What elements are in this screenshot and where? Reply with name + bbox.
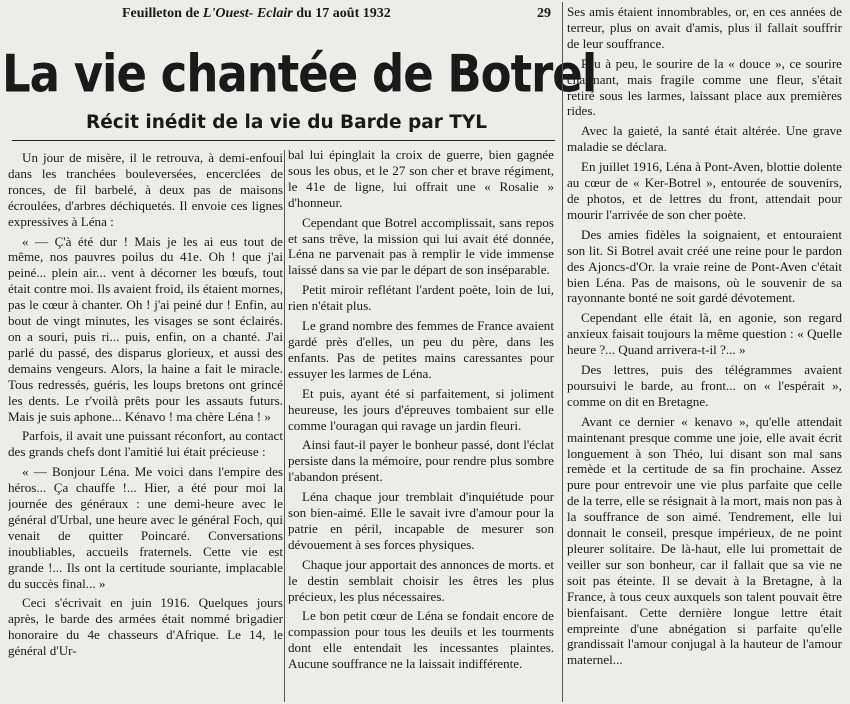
paragraph: Chaque jour apportait des annonces de morts. et le destin semblait choisir les êtres les plus précieux, les plus nécessaires. <box>288 556 554 604</box>
paragraph: Avec la gaieté, la santé était altérée. Une grave maladie se déclara. <box>567 123 842 155</box>
paragraph: Ses amis étaient innombrables, or, en ces années de terreur, plus on avait d'amis, plus il fallait souffrir de leur souffrance. <box>567 4 842 51</box>
paragraph: Un jour de misère, il le retrouva, à demi-enfoui dans les tranchées bouleversées, encerclées de ronces, de fil barbelé, à deux pas de maisons écroulées, d'arbres déchiquetés. Il envoie ces lignes expressives à Léna : <box>8 150 283 229</box>
paragraph: Peu à peu, le sourire de la « douce », ce sourire charmant, mais fragile comme une fleur, s'était retiré sous les larmes, laissant place aux premières rides. <box>567 55 842 119</box>
paragraph: Ceci s'écrivait en juin 1916. Quelques jours après, le barde des armées était nommé brigadier honoraire du 4e chasseurs d'Afrique. Le 14, le général d'Ur- <box>8 595 283 659</box>
title-divider <box>12 140 555 141</box>
article-title: La vie chantée de Botrel <box>2 43 597 105</box>
text-column-2 <box>288 147 554 699</box>
column-rule <box>284 150 285 702</box>
paragraph: Ainsi faut-il payer le bonheur passé, dont l'éclat persiste dans la mémoire, pour rendre plus sombre l'abandon présent. <box>288 437 554 485</box>
header-line <box>122 6 391 22</box>
paragraph: Cependant que Botrel accomplissait, sans repos et sans trêve, la mission qui lui avait été donnée, Léna ne parvenait pas à remplir le vide immense laissé dans sa vie par le départ de son inséparable. <box>288 214 554 278</box>
paragraph: Cependant elle était là, en agonie, son regard anxieux faisait toujours la même question : « Quelle heure ?... Quand arrivera-t-il ?... » <box>567 310 842 358</box>
header-date: du 17 août 1932 <box>296 6 391 21</box>
header-feuilleton: Feuilleton de <box>122 6 200 21</box>
paragraph: Parfois, il avait une puissant réconfort, au contact des grands chefs dont l'amitié lui était précieuse : <box>8 428 283 460</box>
article-subtitle: Récit inédit de la vie du Barde par TYL <box>86 112 488 133</box>
paragraph: Avant ce dernier « kenavo », qu'elle attendait maintenant presque comme une joie, elle avait écrit longuement à son Théo, lui disant son mal sans remède et la certitude de sa fin prochaine. Assez pure pour entrevoir une vie plus parfaite que celle de la terre, elle se résignait à la mort, mais non pas à la souffrance de son aimé. Tendrement, elle lui donnait le conseil, presque impérieux, de ne point pleurer solitaire. De là-haut, elle lui promettait de veiller sur son bonheur, car il fallait que sa vie ne soit pas éteinte. Il se devait à la Bretagne, à la France, à tous ceux auxquels son talent pouvait être bienfaisant. Cette dernière longue lettre était empreinte d'une abnégation si parfaite qu'elle grandissait l'amour conjugal à la hauteur de l'amour maternel... <box>567 413 842 668</box>
column-rule <box>562 2 563 702</box>
text-column-3 <box>567 4 842 702</box>
text-column-1 <box>8 150 283 702</box>
paragraph: Le grand nombre des femmes de France avaient gardé près d'elles, un peu du père, dans les enfants. Pas de petites mains caressantes pour essuyer les larmes de Léna. <box>288 318 554 381</box>
paragraph: « — Bonjour Léna. Me voici dans l'empire des héros... Ça chauffe !... Hier, a été pour moi la journée des généraux : une demi-heure avec le général d'Urbal, une heure avec le général Foch, qui venait de quitter Poincaré. Conversations inoubliables, accueils fraternels. Cette vie est grande !... Ils ont la certitude souriante, implacable du succès final... » <box>8 464 283 591</box>
paragraph: Et puis, ayant été si parfaitement, si joliment heureuse, les jours d'épreuves tombaient sur elle comme l'ouragan qui ravage un jardin fleuri. <box>288 385 554 433</box>
paragraph: bal lui épinglait la croix de guerre, bien gagnée sous les obus, et le 27 son cher et brave régiment, le 41e de ligne, lui offrait une « Rosalie » d'honneur. <box>288 147 554 210</box>
paragraph: Le bon petit cœur de Léna se fondait encore de compassion pour tous les deuils et les tourments dont elle entendait les incessantes plaintes. Aucune souffrance ne la laissait indifférente. <box>288 608 554 672</box>
header-newspaper: L'Ouest- Eclair <box>202 6 293 21</box>
paragraph: Des lettres, puis des télégrammes avaient poursuivi le barde, au front... on « l'espérait », comme on dit en Bretagne. <box>567 362 842 409</box>
running-header <box>10 4 562 24</box>
paragraph: Léna chaque jour tremblait d'inquiétude pour son bien-aimé. Elle le savait ivre d'amour pour la patrie en péril, incapable de mesurer son dévouement à ses forces physiques. <box>288 489 554 552</box>
page-number: 29 <box>537 6 551 21</box>
paragraph: Des amies fidèles la soignaient, et entouraient son lit. Si Botrel avait créé une reine pour le pardon des Ajoncs-d'Or. la vraie reine de Pont-Aven c'était bien Léna. Pas de maisons, où le souvenir de sa rayonnante bonté ne soit gardé dévotement. <box>567 226 842 306</box>
paragraph: Petit miroir reflétant l'ardent poète, loin de lui, rien n'était plus. <box>288 282 554 314</box>
paragraph: « — Ç'à été dur ! Mais je les ai eus tout de même, nos pauvres poilus du 41e. Oh ! que j'ai peiné... plein air... vent à décorner les bœufs, tout était contre moi. Ils avaient froid, ils étaient mornes, pas le cœur à chanter. Oh ! j'ai peiné dur ! Enfin, au bout de vingt minutes, les visages se sont éclairés. on a souri, puis ri... puis, enfin, on a chanté. J'ai parlé du passé, des disparus glorieux, et aussi des demains vengeurs. Alors, la haine a fait le miracle. Tous redressés, guéris, les loups bretons ont grincé les dents. Le r'voilà prêts pour les assauts futurs. Mais je suis aphone... Kénavo ! ma chère Léna ! » <box>8 233 283 424</box>
paragraph: En juillet 1916, Léna à Pont-Aven, blottie dolente au cœur de « Ker-Botrel », entourée de souvenirs, de photos, et de lettres du front, attendait pour mourir l'arrivée de son cher poète. <box>567 159 842 222</box>
